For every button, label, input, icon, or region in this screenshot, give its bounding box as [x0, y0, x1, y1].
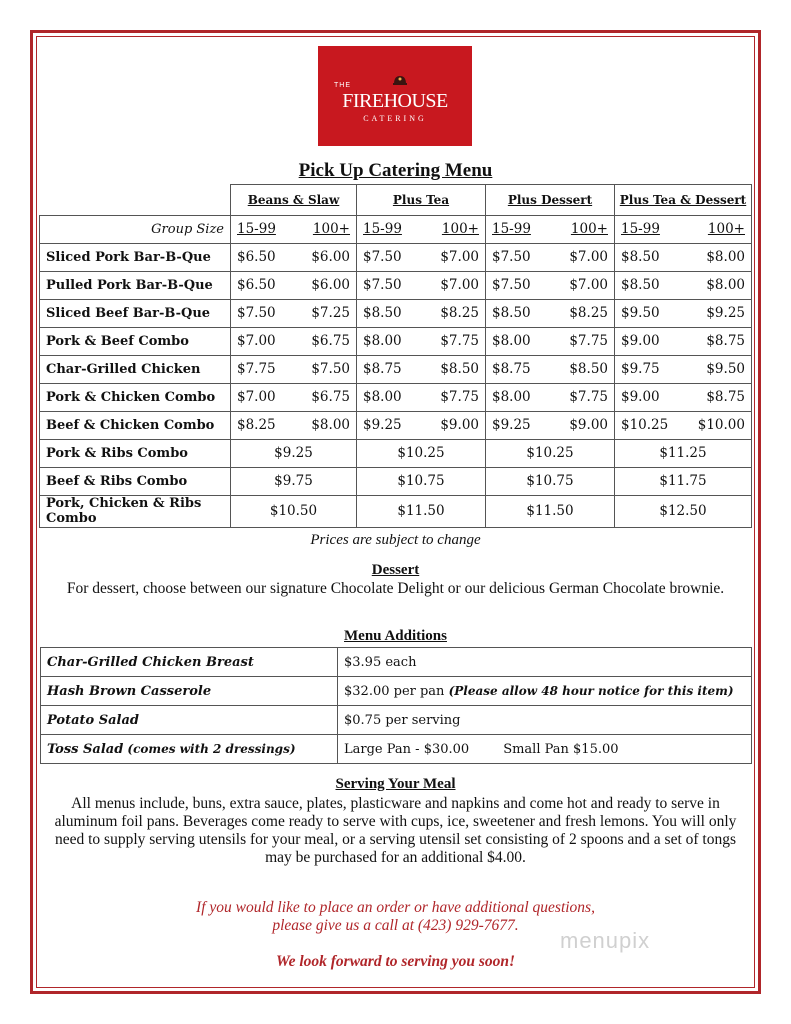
table-row [40, 243, 752, 271]
price-large-group: $7.75 [569, 389, 608, 405]
fire-helmet-icon [392, 73, 408, 87]
group-size-large: 100+ [707, 221, 745, 237]
price-small-group: $8.50 [621, 249, 660, 265]
price-large-group: $7.75 [440, 333, 479, 349]
price-small-group: $7.00 [237, 333, 276, 349]
column-header: Plus Tea [357, 185, 486, 216]
addition-name-note: (comes with 2 dressings) [127, 741, 296, 756]
addition-note: (Please allow 48 hour notice for this item) [448, 683, 734, 698]
column-header: Plus Tea & Dessert [615, 185, 752, 216]
addition-price: Large Pan - $30.00 [344, 741, 470, 757]
price-small-group: $8.50 [492, 305, 531, 321]
price-small-group: $9.75 [621, 361, 660, 377]
logo-name: FIREHOUSE [342, 90, 448, 112]
table-row [40, 439, 752, 467]
price-cell [231, 327, 357, 355]
price-cell [486, 327, 615, 355]
table-row [40, 355, 752, 383]
addition-price-2: Small Pan $15.00 [503, 741, 619, 757]
item-name: Pork & Chicken Combo [40, 383, 231, 411]
price-small-group: $8.75 [492, 361, 531, 377]
price-pair [615, 361, 751, 377]
price-large-group: $8.50 [569, 361, 608, 377]
price-pair [486, 389, 614, 405]
price-cell: $9.25 [231, 439, 357, 467]
price-cell [231, 271, 357, 299]
price-cell [231, 299, 357, 327]
price-cell: $10.75 [357, 467, 486, 495]
item-name: Pork & Ribs Combo [40, 439, 231, 467]
price-cell [615, 243, 752, 271]
addition-name-cell [41, 648, 338, 677]
price-cell [231, 383, 357, 411]
additions-heading: Menu Additions [344, 628, 447, 644]
price-large-group: $7.75 [569, 333, 608, 349]
price-cell [486, 271, 615, 299]
price-small-group: $8.00 [492, 333, 531, 349]
group-size-large: 100+ [570, 221, 608, 237]
price-large-group: $8.75 [706, 333, 745, 349]
price-pair [231, 277, 356, 293]
price-large-group: $6.75 [311, 333, 350, 349]
table-row [40, 411, 752, 439]
group-size-small: 15-99 [363, 221, 402, 237]
price-small-group: $6.50 [237, 277, 276, 293]
price-small-group: $7.50 [237, 305, 276, 321]
price-cell [231, 243, 357, 271]
price-pair [357, 277, 485, 293]
table-row [41, 735, 752, 764]
price-cell [231, 355, 357, 383]
price-cell [357, 411, 486, 439]
addition-name-cell [41, 677, 338, 706]
price-small-group: $7.00 [237, 389, 276, 405]
price-cell [486, 355, 615, 383]
addition-price: $0.75 per serving [344, 712, 461, 728]
dessert-text: For dessert, choose between our signature Chocolate Delight or our delicious German Chocolate brownie. [66, 580, 725, 597]
price-pair [357, 389, 485, 405]
price-large-group: $8.75 [706, 389, 745, 405]
price-large-group: $9.00 [569, 417, 608, 433]
price-pair [615, 389, 751, 405]
price-cell [615, 411, 752, 439]
price-cell [357, 243, 486, 271]
price-note: Prices are subject to change [310, 532, 481, 548]
price-small-group: $8.50 [621, 277, 660, 293]
group-size-small: 15-99 [492, 221, 531, 237]
price-pair [231, 361, 356, 377]
group-size-cell [231, 215, 357, 243]
price-pair [615, 249, 751, 265]
group-size-pair [486, 221, 614, 237]
price-pair [615, 305, 751, 321]
item-name: Pork & Beef Combo [40, 327, 231, 355]
addition-price: $3.95 each [344, 654, 417, 670]
item-name: Pork, Chicken & Ribs Combo [40, 495, 231, 527]
item-name: Char-Grilled Chicken [40, 355, 231, 383]
price-large-group: $9.25 [706, 305, 745, 321]
price-cell [357, 299, 486, 327]
item-name: Beef & Ribs Combo [40, 467, 231, 495]
price-cell: $11.50 [486, 495, 615, 527]
price-cell: $9.75 [231, 467, 357, 495]
price-cell: $12.50 [615, 495, 752, 527]
price-table [39, 184, 752, 528]
price-pair [231, 249, 356, 265]
price-large-group: $6.00 [311, 249, 350, 265]
price-small-group: $9.00 [621, 333, 660, 349]
group-size-pair [615, 221, 751, 237]
group-size-large: 100+ [441, 221, 479, 237]
price-cell [615, 271, 752, 299]
price-large-group: $7.00 [569, 249, 608, 265]
addition-price-cell [338, 735, 752, 764]
addition-name: Hash Brown Casserole [47, 683, 212, 699]
price-pair [486, 417, 614, 433]
price-large-group: $8.25 [440, 305, 479, 321]
price-cell: $10.50 [231, 495, 357, 527]
group-size-small: 15-99 [237, 221, 276, 237]
price-large-group: $8.00 [706, 277, 745, 293]
price-cell [615, 383, 752, 411]
serving-heading: Serving Your Meal [335, 776, 456, 792]
logo-the: THE [334, 82, 351, 89]
price-pair [615, 333, 751, 349]
price-small-group: $7.50 [363, 277, 402, 293]
price-cell: $11.50 [357, 495, 486, 527]
group-size-pair [357, 221, 485, 237]
price-cell: $10.25 [357, 439, 486, 467]
price-pair [486, 361, 614, 377]
price-small-group: $8.75 [363, 361, 402, 377]
addition-price: $32.00 per pan [344, 683, 445, 699]
price-small-group: $9.50 [621, 305, 660, 321]
item-name: Beef & Chicken Combo [40, 411, 231, 439]
price-large-group: $7.00 [440, 249, 479, 265]
price-large-group: $9.50 [706, 361, 745, 377]
price-small-group: $10.25 [621, 417, 669, 433]
price-large-group: $7.25 [311, 305, 350, 321]
price-small-group: $8.00 [492, 389, 531, 405]
price-small-group: $6.50 [237, 249, 276, 265]
table-row [41, 677, 752, 706]
price-cell [357, 327, 486, 355]
price-large-group: $7.75 [440, 389, 479, 405]
price-cell [357, 383, 486, 411]
table-row [40, 299, 752, 327]
dessert-heading: Dessert [371, 562, 420, 578]
price-large-group: $8.00 [311, 417, 350, 433]
price-cell [615, 327, 752, 355]
addition-price-cell [338, 677, 752, 706]
price-large-group: $6.00 [311, 277, 350, 293]
item-name: Sliced Pork Bar-B-Que [40, 243, 231, 271]
price-cell: $11.75 [615, 467, 752, 495]
price-small-group: $9.25 [492, 417, 531, 433]
price-pair [231, 305, 356, 321]
addition-name-cell [41, 735, 338, 764]
serving-text: All menus include, buns, extra sauce, plates, plasticware and napkins and come hot and ready to serve in aluminum foil pans. Beverages come ready to serve with cups, ice, sweetener and fresh lemons. You will only need to supply serving utensils for your meal, or a serving utensil set consisting of 2 spoons and a set of tongs may be purchased for an additional $4.00. [54, 795, 737, 866]
price-small-group: $9.00 [621, 389, 660, 405]
item-name: Sliced Beef Bar-B-Que [40, 299, 231, 327]
contact-line-1: If you would like to place an order or have additional questions, [196, 899, 595, 916]
price-pair [231, 333, 356, 349]
price-pair [486, 277, 614, 293]
table-row [40, 327, 752, 355]
price-pair [615, 417, 751, 433]
group-size-row [40, 215, 752, 243]
price-pair [231, 389, 356, 405]
addition-price-cell [338, 648, 752, 677]
watermark: menupix [560, 928, 651, 953]
price-small-group: $8.00 [363, 333, 402, 349]
table-row [40, 467, 752, 495]
price-large-group: $8.50 [440, 361, 479, 377]
price-small-group: $8.50 [363, 305, 402, 321]
table-row [41, 706, 752, 735]
price-pair [357, 361, 485, 377]
price-pair [486, 305, 614, 321]
table-row [40, 271, 752, 299]
table-row [40, 383, 752, 411]
page-title: Pick Up Catering Menu [298, 160, 493, 181]
price-cell [615, 355, 752, 383]
price-large-group: $10.00 [697, 417, 745, 433]
price-large-group: $7.00 [569, 277, 608, 293]
price-large-group: $9.00 [440, 417, 479, 433]
price-cell [357, 271, 486, 299]
addition-name: Char-Grilled Chicken Breast [47, 654, 254, 670]
price-large-group: $7.50 [311, 361, 350, 377]
price-pair [357, 333, 485, 349]
price-pair [357, 305, 485, 321]
price-small-group: $7.50 [492, 249, 531, 265]
price-pair [486, 249, 614, 265]
group-size-label: Group Size [40, 215, 231, 243]
price-large-group: $6.75 [311, 389, 350, 405]
header-row [40, 185, 752, 216]
price-cell: $10.25 [486, 439, 615, 467]
price-small-group: $9.25 [363, 417, 402, 433]
addition-name: Potato Salad [47, 712, 139, 728]
price-large-group: $8.00 [706, 249, 745, 265]
price-small-group: $8.00 [363, 389, 402, 405]
addition-price-cell [338, 706, 752, 735]
price-pair [231, 417, 356, 433]
group-size-cell [486, 215, 615, 243]
price-small-group: $7.50 [492, 277, 531, 293]
addition-name-cell [41, 706, 338, 735]
price-cell [486, 383, 615, 411]
price-small-group: $8.25 [237, 417, 276, 433]
closing-line: We look forward to serving you soon! [275, 953, 516, 970]
price-large-group: $8.25 [569, 305, 608, 321]
price-cell [486, 299, 615, 327]
price-cell [486, 243, 615, 271]
logo-sub: CATERING [363, 114, 427, 123]
addition-name: Toss Salad [47, 741, 124, 757]
price-cell [231, 411, 357, 439]
blank-cell [40, 185, 231, 216]
price-large-group: $7.00 [440, 277, 479, 293]
table-row [40, 495, 752, 527]
group-size-small: 15-99 [621, 221, 660, 237]
firehouse-logo [318, 46, 472, 146]
price-pair [357, 417, 485, 433]
item-name: Pulled Pork Bar-B-Que [40, 271, 231, 299]
contact-line-2: please give us a call at (423) 929-7677. [272, 917, 519, 934]
price-cell [615, 299, 752, 327]
table-row [41, 648, 752, 677]
price-pair [486, 333, 614, 349]
price-pair [357, 249, 485, 265]
group-size-cell [615, 215, 752, 243]
additions-table [40, 647, 752, 764]
column-header: Plus Dessert [486, 185, 615, 216]
price-cell: $10.75 [486, 467, 615, 495]
price-small-group: $7.75 [237, 361, 276, 377]
column-header: Beans & Slaw [231, 185, 357, 216]
group-size-large: 100+ [312, 221, 350, 237]
price-small-group: $7.50 [363, 249, 402, 265]
price-cell [486, 411, 615, 439]
price-cell [357, 355, 486, 383]
group-size-cell [357, 215, 486, 243]
price-cell: $11.25 [615, 439, 752, 467]
price-pair [615, 277, 751, 293]
group-size-pair [231, 221, 356, 237]
